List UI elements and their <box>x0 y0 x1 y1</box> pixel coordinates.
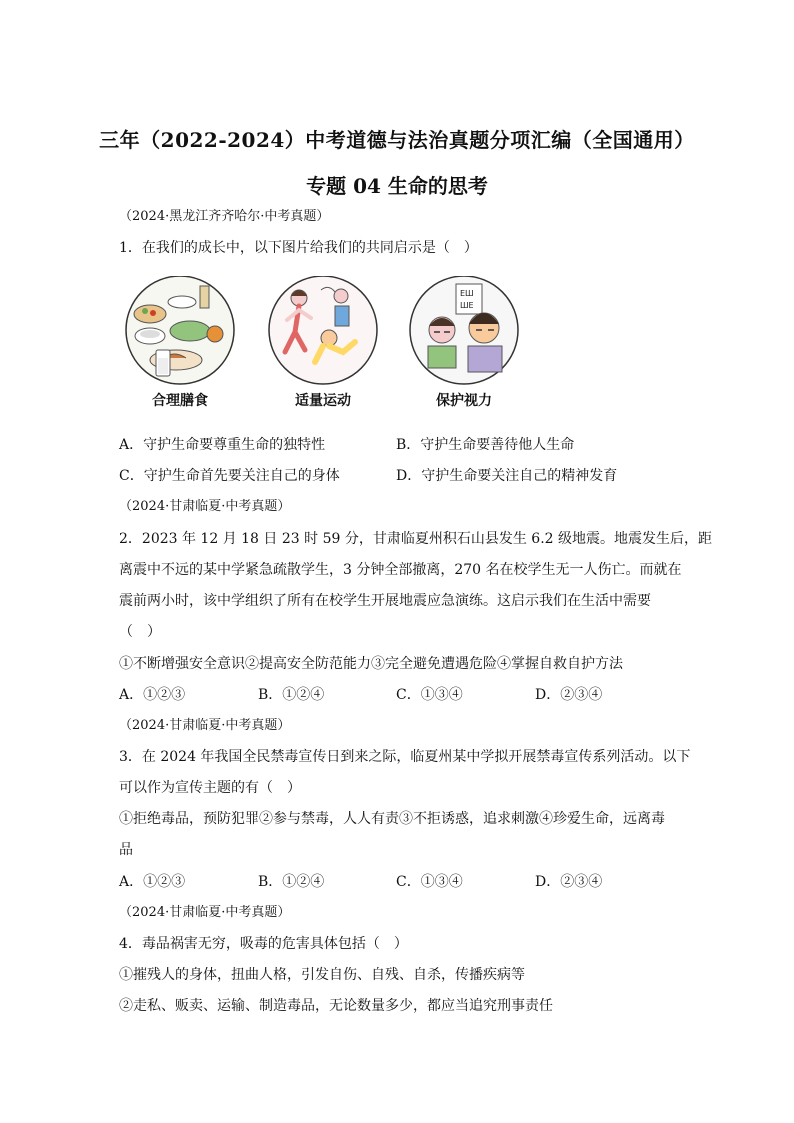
q2-stem-line: （ ） <box>119 624 161 640</box>
q4-stem: 4．毒品祸害无穷，吸毒的危害具体包括（ ） <box>119 936 408 952</box>
q2-source: （2024·甘肃临夏·中考真题） <box>119 499 291 514</box>
q4-statement: ②走私、贩卖、运输、制造毒品，无论数量多少，都应当追究刑事责任 <box>119 998 553 1014</box>
caption-exercise: 适量运动 <box>295 393 351 409</box>
q2-stem-line: 震前两小时，该中学组织了所有在校学生开展地震应急演练。这启示我们在生活中需要 <box>119 593 651 609</box>
q1-option-d[interactable]: D．守护生命要关注自己的精神发育 <box>396 468 618 484</box>
q1-option-c[interactable]: C．守护生命首先要关注自己的身体 <box>119 468 340 484</box>
q2-stem-line: 2．2023 年 12 月 18 日 23 时 59 分，甘肃临夏州积石山县发生 6.2 级地震。地震发生后，距 <box>119 531 713 547</box>
q3-option-d[interactable]: D．②③④ <box>535 874 603 890</box>
q4-statement: ①摧残人的身体，扭曲人格，引发自伤、自残、自杀，传播疾病等 <box>119 967 525 983</box>
topic-title: 专题 04 生命的思考 <box>306 174 488 198</box>
q1-option-a[interactable]: A．守护生命要尊重生命的独特性 <box>119 437 326 453</box>
q3-stem-line: 3．在 2024 年我国全民禁毒宣传日到来之际，临夏州某中学拟开展禁毒宣传系列活动。以下 <box>119 749 691 765</box>
q2-statements: ①不断增强安全意识②提高安全防范能力③完全避免遭遇危险④掌握自救自护方法 <box>119 656 623 672</box>
q2-option-d[interactable]: D．②③④ <box>535 687 603 703</box>
q1-image-group <box>120 276 540 416</box>
q4-source: （2024·甘肃临夏·中考真题） <box>119 905 291 920</box>
q3-statements-line: 品 <box>119 842 133 858</box>
q2-option-a[interactable]: A．①②③ <box>119 687 186 703</box>
document-title: 三年（2022-2024）中考道德与法治真题分项汇编（全国通用） <box>99 128 695 152</box>
q3-source: （2024·甘肃临夏·中考真题） <box>119 718 291 733</box>
svg-text:ЕШ: ЕШ <box>460 289 474 298</box>
q3-option-c[interactable]: C．①③④ <box>396 874 463 890</box>
svg-text:ШЕ: ШЕ <box>460 301 474 310</box>
healthy-food-icon <box>120 276 240 386</box>
q2-option-b[interactable]: B．①②④ <box>258 687 325 703</box>
q3-statements-line: ①拒绝毒品，预防犯罪②参与禁毒，人人有责③不拒诱惑，追求刺激④珍爱生命，远离毒 <box>119 811 665 827</box>
q1-stem: 1．在我们的成长中，以下图片给我们的共同启示是（ ） <box>119 240 478 256</box>
q1-option-b[interactable]: B．守护生命要善待他人生命 <box>396 437 575 453</box>
exercise-icon <box>263 276 383 386</box>
q3-option-a[interactable]: A．①②③ <box>119 874 186 890</box>
q2-option-c[interactable]: C．①③④ <box>396 687 463 703</box>
q3-stem-line: 可以作为宣传主题的有（ ） <box>119 780 301 796</box>
q3-option-b[interactable]: B．①②④ <box>258 874 325 890</box>
eye-care-icon <box>404 276 524 386</box>
caption-eye-care: 保护视力 <box>436 393 492 409</box>
q1-source: （2024·黑龙江齐齐哈尔·中考真题） <box>119 209 330 224</box>
q2-stem-line: 离震中不远的某中学紧急疏散学生，3 分钟全部撤离，270 名在校学生无一人伤亡。而就在 <box>119 562 682 578</box>
caption-healthy-diet: 合理膳食 <box>152 393 208 409</box>
